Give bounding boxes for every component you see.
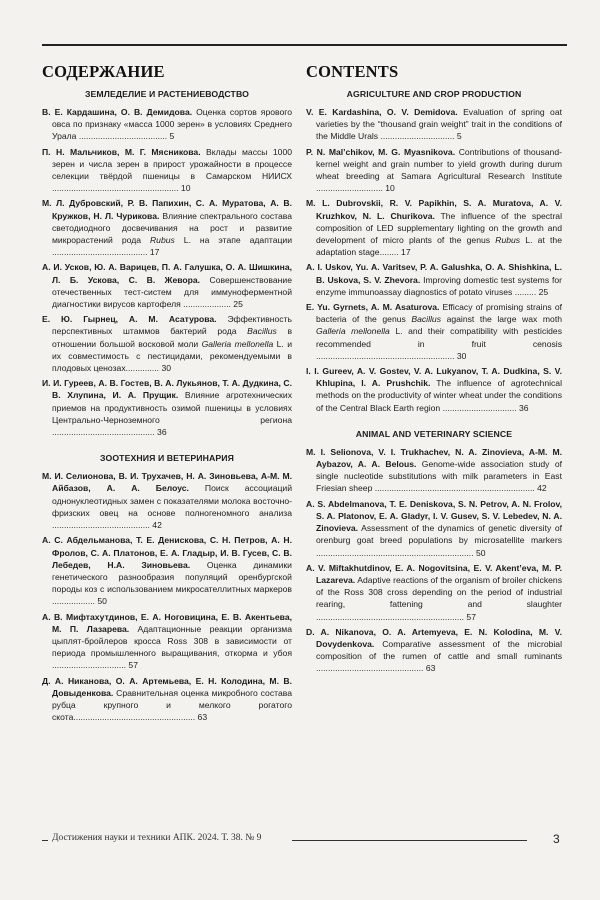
- entry-page: 5: [454, 131, 462, 142]
- entry-authors: П. Н. Мальчиков, М. Г. Мясникова.: [42, 146, 201, 157]
- toc-entry: [42, 261, 292, 310]
- entry-page: 10: [178, 183, 191, 194]
- entry-authors: A. V. Miftakhutdinov, E. A. Nogovitsina, E. V. Akent’eva, M. P. Lazareva.: [306, 562, 562, 585]
- toc-entry: [306, 498, 562, 559]
- entry-page: 5: [167, 131, 175, 142]
- entry-authors: М. Л. Дубровский, Р. В. Папихин, С. А. Муратова, А. В. Кружков, Н. Л. Чурикова.: [42, 198, 292, 221]
- entry-title: The influence of agrotechnical methods on the productivity of winter wheat under the conditions of the Central Black Earth region: [316, 378, 562, 413]
- entry-list: [306, 106, 562, 414]
- entry-leader: .....................................: [76, 131, 168, 142]
- entry-title: Совершенствование отечественных тест-систем для иммуноферментной диагностики вирусов картофеля: [52, 274, 292, 310]
- toc-entry: [306, 365, 562, 414]
- toc-entry: [306, 626, 562, 675]
- contents-ru: [42, 62, 292, 726]
- entry-authors: D. A. Nikanova, O. A. Artemyeva, E. N. Kolodina, M. V. Dovydenkova.: [306, 626, 562, 649]
- entry-page: 50: [473, 547, 486, 558]
- toc-entry: [42, 197, 292, 258]
- entry-leader: ..............: [125, 363, 160, 374]
- entry-leader: ........: [379, 247, 399, 258]
- entry-list: [306, 446, 562, 675]
- entry-title: Адаптационные реакции организма цыплят-бройлеров кросса Ross 308 в зависимости от периода промышленного выращивания, откорма и убоя: [52, 623, 292, 659]
- toc-entry: [42, 470, 292, 531]
- entry-authors: I. I. Gureev, A. V. Gostev, V. A. Lukyanov, T. A. Dudkina, S. V. Khlupina, I. A. Prushchik.: [306, 366, 562, 389]
- entry-leader: ....................: [180, 299, 231, 310]
- entry-page: 36: [516, 402, 529, 413]
- entry-leader: ...................................................................: [372, 483, 535, 494]
- section-title: ANIMAL AND VETERINARY SCIENCE: [355, 428, 513, 439]
- entry-title: Genome-wide association study of single nucleotide substitutions with milk parameters in East Friesian sheep: [316, 459, 562, 494]
- entry-authors: P. N. Mal’chikov, M. G. Myasnikova.: [306, 146, 456, 157]
- entry-page: 57: [464, 611, 476, 622]
- entry-page: 63: [195, 712, 208, 723]
- entry-list: [42, 470, 292, 723]
- toc-entry: [306, 301, 562, 362]
- toc-entry: [42, 313, 292, 374]
- entry-page: 25: [230, 299, 243, 310]
- entry-leader: ...........................................: [52, 427, 155, 438]
- entry-title: Влияние спектрального состава светодиодного досвечивания на рост и развитие микрорастений рода Rubus L. на этапе адаптации: [52, 210, 293, 246]
- heading-ru: СОДЕРЖАНИЕ: [42, 62, 165, 81]
- entry-title: Assessment of the dynamics of genetic diversity of orenburg goat breed populations by microsatellite markers: [316, 523, 562, 546]
- entry-authors: А. С. Абдельманова, Т. Е. Денискова, С. Н. Петров, А. Н. Фролов, С. А. Платонов, Е. А. Гладыр, И. В. Гусев, С. В. Лебедев, Н.А. Зиновьева.: [42, 535, 292, 570]
- toc-entry: [42, 675, 292, 724]
- toc-entry: [42, 377, 292, 438]
- entry-page: 36: [154, 427, 167, 438]
- entry-leader: ...................................................: [73, 712, 196, 723]
- entry-leader: ...............................: [52, 660, 127, 671]
- entry-authors: М. И. Селионова, В. И. Трухачев, Н. А. Зиновьева, А-М. М. Айбазов, А. А. Белоус.: [42, 471, 292, 494]
- entry-authors: И. И. Гуреев, А. В. Гостев, В. А. Лукьянов, Т. А. Дудкина, С. В. Хлупина, И. А. Прущик.: [42, 378, 292, 401]
- entry-authors: А. И. Усков, Ю. А. Варицев, П. А. Галушка, О. А. Шишкина, Л. Б. Ускова, С. В. Жевора.: [42, 262, 292, 285]
- entry-authors: M. L. Dubrovskii, R. V. Papikhin, S. A. Muratova, A. V. Kruzhkov, N. L. Churikova.: [306, 198, 562, 221]
- entry-authors: В. Е. Кардашина, О. В. Демидова.: [42, 107, 193, 117]
- heading-en: CONTENTS: [306, 62, 399, 81]
- toc-entry: [306, 197, 562, 258]
- entry-title: Evaluation of spring oat varieties by the “thousand grain weight” trait in the conditions of the Middle Urals: [316, 107, 562, 142]
- toc-entry: [306, 562, 562, 623]
- entry-leader: .....................................................: [52, 183, 179, 194]
- entry-title: Влияние агротехнических приемов на продуктивность озимой пшеницы в условиях Центрально-Черноземного региона: [52, 390, 292, 425]
- entry-list: [42, 106, 292, 438]
- entry-title: Contributions of thousand-kernel weight and grain number to yield growth during durum wheat breeding at Samara Agricultural Research Institute: [316, 146, 562, 182]
- entry-leader: ..........................................................: [316, 350, 455, 361]
- footer-rule: [42, 840, 48, 841]
- entry-leader: ............................: [316, 183, 383, 194]
- entry-title: Adaptive reactions of the organism of broiler chickens of the Ross 308 cross depending on the period of industrial rearing, fattening and slaughter: [316, 574, 562, 610]
- entry-leader: .........: [512, 286, 537, 297]
- top-rule: [42, 44, 567, 46]
- entry-title: Comparative assessment of the microbial composition of the rumen of cattle and small ruminants: [316, 638, 562, 662]
- entry-leader: ........................................: [52, 247, 148, 258]
- entry-title: Оценка динамики генетического разнообразия популяций оренбургской породы коз с использованием микросателлитных маркеров: [52, 559, 292, 595]
- entry-authors: M. I. Selionova, V. I. Trukhachev, N. A. Zinovieva, A-M. M. Aybazov, A. A. Belous.: [306, 446, 562, 470]
- section-title: ЗООТЕХНИЯ И ВЕТЕРИНАРИЯ: [100, 453, 234, 464]
- entry-title: Оценка сортов ярового овса по признаку «масса 1000 зерен» в условиях Среднего Урала: [52, 107, 292, 142]
- entry-page: 42: [534, 483, 547, 494]
- entry-page: 25: [536, 286, 549, 297]
- entry-title: Вклады массы 1000 зерен и числа зерен в прирост урожайности в процессе селекции твёрдой пшеницы в Самарском НИИСХ: [52, 146, 292, 182]
- entry-leader: .............................................: [316, 663, 424, 674]
- entry-page: 17: [398, 247, 411, 258]
- entry-page: 10: [382, 183, 395, 194]
- entry-leader: ...............................: [378, 131, 455, 142]
- toc-entry: [306, 106, 562, 143]
- footer-rule: [292, 840, 527, 841]
- entry-title: Поиск ассоциаций однонуклеотидных замен с показателями молока восточно-фризских овец на основе полногеномного анализа: [52, 483, 292, 518]
- toc-entry: [306, 446, 562, 495]
- entry-authors: A. I. Uskov, Yu. A. Varitsev, P. A. Galushka, O. A. Shishkina, L. B. Uskova, S. V. Zhevora.: [306, 262, 562, 285]
- entry-page: 63: [423, 663, 436, 674]
- entry-title: Эффективность перспективных штаммов бактерий рода Bacillus в отношении большой восковой моли Galleria mellonella L. и их совместимость с пестицидами, рекомендуемыми в плодовых ценозах: [52, 314, 293, 374]
- entry-title: The influence of the spectral composition of LED supplementary lighting on the growth and development of micro plants of the genus Rubus L. at the adaptation stage: [316, 210, 562, 258]
- toc-entry: [42, 611, 292, 672]
- entry-authors: E. Yu. Gyrnets, A. M. Asaturova.: [306, 302, 440, 313]
- entry-authors: Е. Ю. Гырнец, А. М. Асатурова.: [42, 314, 217, 325]
- entry-page: 30: [159, 363, 172, 374]
- entry-authors: А. В. Мифтахутдинов, Е. А. Ноговицина, Е. В. Акентьева, М. П. Лазарева.: [42, 611, 292, 634]
- entry-leader: ..................................................................: [316, 547, 474, 558]
- toc-entry: [306, 261, 562, 298]
- entry-leader: ..................: [52, 596, 95, 607]
- entry-title: Improving domestic test systems for enzyme immunoassay diagnostics of potato viruses: [316, 274, 563, 297]
- toc-entry: [42, 534, 292, 607]
- entry-page: 42: [149, 520, 162, 531]
- entry-leader: ...............................: [440, 402, 517, 413]
- entry-page: 17: [147, 247, 160, 258]
- entry-page: 57: [126, 660, 138, 671]
- entry-authors: Д. А. Никанова, О. А. Артемьева, Е. Н. Колодина, М. В. Довыденкова.: [42, 675, 292, 698]
- entry-authors: V. E. Kardashina, O. V. Demidova.: [306, 107, 458, 117]
- section-title: AGRICULTURE AND CROP PRODUCTION: [346, 89, 522, 99]
- entry-title: Efficacy of promising strains of bacteria of the genus Bacillus against the large wax moth Galleria mellonella L. and their compatibility with pesticides recommended in fruit cenosis: [316, 302, 563, 349]
- entry-authors: A. S. Abdelmanova, T. E. Deniskova, S. N. Petrov, A. N. Frolov, S. A. Platonov, E. A. Gladyr, I. V. Gusev, S. V. Lebedev, N. A. Zinovieva.: [306, 498, 562, 534]
- toc-entry: [306, 146, 562, 195]
- entry-title: Сравнительная оценка микробного состава рубца крупного и мелкого рогатого скота: [52, 687, 292, 723]
- toc-entry: [42, 106, 292, 143]
- page-number: 3: [553, 832, 560, 846]
- contents-en: [306, 62, 562, 678]
- entry-page: 50: [94, 596, 107, 607]
- entry-page: 30: [454, 350, 467, 361]
- entry-leader: .........................................: [52, 520, 150, 531]
- entry-leader: ..............................................................: [316, 611, 465, 622]
- section-title: ЗЕМЛЕДЕЛИЕ И РАСТЕНИЕВОДСТВО: [85, 89, 249, 99]
- journal-footer: Достижения науки и техники АПК. 2024. Т. 38. № 9: [52, 833, 262, 843]
- toc-entry: [42, 146, 292, 195]
